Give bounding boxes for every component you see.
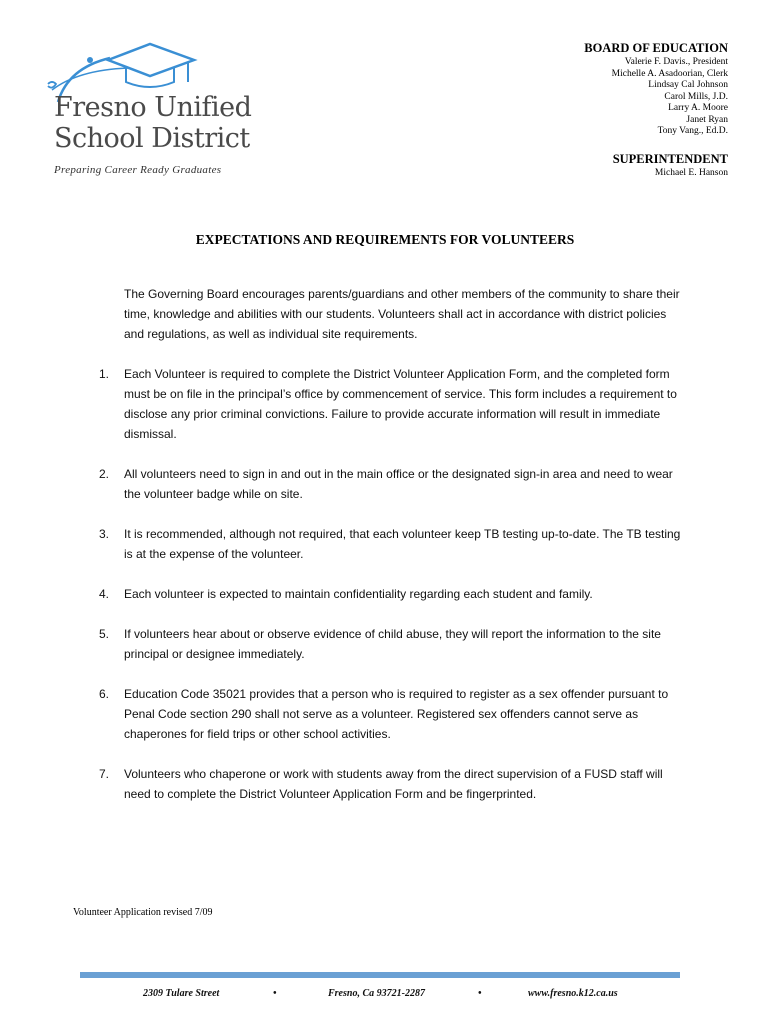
list-item-text: Each volunteer is expected to maintain confidentiality regarding each student and family. — [124, 587, 593, 601]
footer-city: Fresno, Ca 93721-2287 — [328, 988, 425, 999]
intro-paragraph: The Governing Board encourages parents/guardians and other members of the community to share their time, knowledge and abilities with our students. Volunteers shall act in accordance with district policies and regulations, as well as individual site requirements. — [124, 287, 680, 341]
list-item-number: 3. — [99, 527, 110, 541]
board-member: Tony Vang., Ed.D. — [657, 126, 728, 136]
list-item — [99, 524, 684, 564]
list-item-number: 2. — [99, 467, 110, 481]
footer-address: 2309 Tulare Street — [143, 988, 220, 999]
list-item-text: It is recommended, although not required, that each volunteer keep TB testing up-to-date. The TB testing is at the expense of the volunteer. — [124, 527, 681, 561]
board-member: Janet Ryan — [686, 114, 728, 125]
revision-note: Volunteer Application revised 7/09 — [73, 907, 213, 918]
superintendent-title: SUPERINTENDENT — [612, 152, 728, 166]
superintendent — [613, 151, 728, 179]
document-title: EXPECTATIONS AND REQUIREMENTS FOR VOLUNTEERS — [195, 232, 575, 247]
list-item-number: 1. — [99, 367, 110, 381]
tagline: Preparing Career Ready Graduates — [54, 164, 222, 176]
board-member: Carol Mills, J.D. — [664, 91, 728, 102]
board-member: Lindsay Cal Johnson — [648, 80, 728, 90]
list-item — [99, 764, 684, 804]
list-item — [99, 364, 684, 444]
district-name-line1: Fresno Unified — [54, 92, 252, 123]
list-item — [99, 464, 684, 504]
board-member: Michelle A. Asadoorian, Clerk — [611, 68, 728, 79]
document-body — [99, 284, 684, 824]
list-item-text: Each Volunteer is required to complete the District Volunteer Application Form, and the completed form must be on file in the principal’s office by commencement of service. This form includes a requirement to disclose any prior criminal convictions. Failure to provide accurate information will result in immediate dismissal. — [124, 367, 677, 441]
board-member: Larry A. Moore — [668, 103, 728, 113]
list-item-text: Volunteers who chaperone or work with students away from the direct supervision of a FUSD staff will need to complete the District Volunteer Application Form and be fingerprinted. — [124, 767, 663, 801]
list-item-text: Education Code 35021 provides that a person who is required to register as a sex offender pursuant to Penal Code section 290 shall not serve as a volunteer. Registered sex offenders cannot serve as chaperones for field trips or other school activities. — [124, 687, 669, 741]
list-item-number: 4. — [99, 587, 110, 601]
footer-separator: • — [273, 988, 277, 999]
board-member: Valerie F. Davis., President — [624, 57, 728, 67]
superintendent-name: Michael E. Hanson — [654, 168, 728, 178]
list-item-number: 5. — [99, 627, 110, 641]
list-item-number: 7. — [99, 767, 110, 781]
board-of-education — [584, 40, 728, 138]
footer-divider — [80, 972, 680, 978]
district-name — [54, 92, 251, 154]
list-item-number: 6. — [99, 687, 110, 701]
footer-website[interactable]: www.fresno.k12.ca.us — [528, 988, 618, 999]
footer-separator: • — [478, 988, 482, 999]
list-item-text: All volunteers need to sign in and out in the main office or the designated sign-in area and need to wear the volunteer badge while on site. — [124, 467, 673, 501]
list-item — [99, 624, 684, 664]
district-name-line2: School District — [54, 123, 250, 154]
list-item — [99, 584, 684, 604]
list-item-text: If volunteers hear about or observe evidence of child abuse, they will report the information to the site principal or designee immediately. — [124, 627, 661, 661]
list-item — [99, 684, 684, 744]
board-title: BOARD OF EDUCATION — [584, 41, 728, 55]
